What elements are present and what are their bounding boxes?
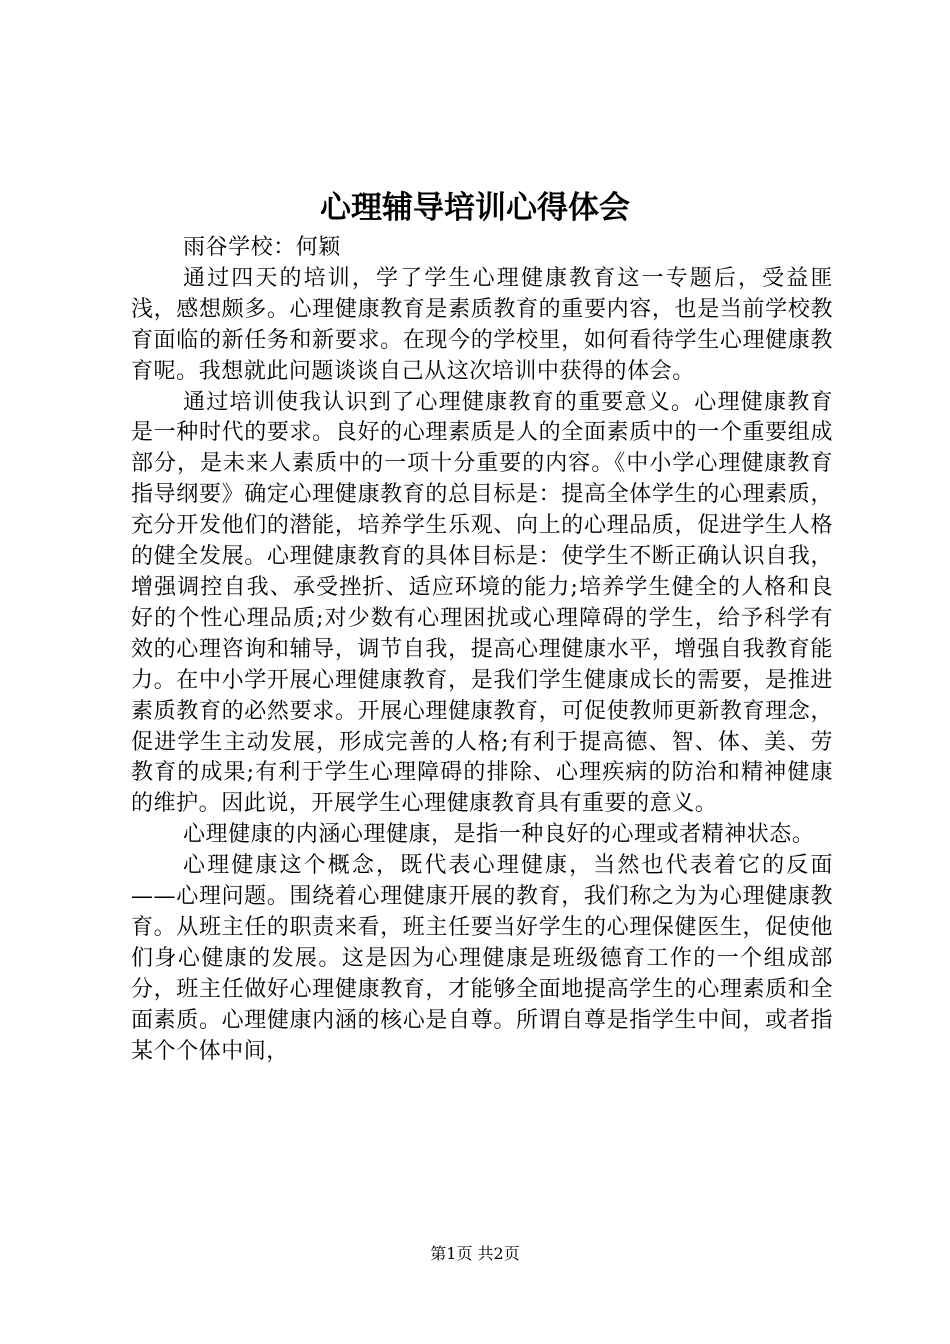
- author-line: 雨谷学校：何颖: [183, 235, 341, 260]
- document-title: 心理辅导培训心得体会: [320, 190, 630, 226]
- paragraph: 通过四天的培训，学了学生心理健康教育这一专题后，受益匪浅，感想颇多。心理健康教育是素质教育的重要内容，也是当前学校教育面临的新任务和新要求。在现今的学校里，如何看待学生心理健康教育呢。我想就此问题谈谈自己从这次培训中获得的体会。: [131, 265, 833, 384]
- page-number-footer: 第1页 共2页: [430, 1244, 520, 1263]
- paragraph: 通过培训使我认识到了心理健康教育的重要意义。心理健康教育是一种时代的要求。良好的心理素质是人的全面素质中的一个重要组成部分，是未来人素质中的一项十分重要的内容。《中小学心理健康教育指导纲要》确定心理健康教育的总目标是：提高全体学生的心理素质，充分开发他们的潜能，培养学生乐观、向上的心理品质，促进学生人格的健全发展。心理健康教育的具体目标是：使学生不断正确认识自我，增强调控自我、承受挫折、适应环境的能力;培养学生健全的人格和良好的个性心理品质;对少数有心理困扰或心理障碍的学生，给予科学有效的心理咨询和辅导，调节自我，提高心理健康水平，增强自我教育能力。在中小学开展心理健康教育，是我们学生健康成长的需要，是推进素质教育的必然要求。开展心理健康教育，可促使教师更新教育理念，促进学生主动发展，形成完善的人格;有利于提高德、智、体、美、劳教育的成果;有利于学生心理障碍的排除、心理疾病的防治和精神健康的维护。因此说，开展学生心理健康教育具有重要的意义。: [131, 389, 833, 817]
- document-body: [131, 233, 833, 1067]
- paragraph: 心理健康的内涵心理健康，是指一种良好的心理或者精神状态。: [183, 822, 815, 848]
- paragraph: 心理健康这个概念，既代表心理健康，当然也代表着它的反面——心理问题。围绕着心理健康开展的教育，我们称之为为心理健康教育。从班主任的职责来看，班主任要当好学生的心理保健医生，促使他们身心健康的发展。这是因为心理健康是班级德育工作的一个组成部分，班主任做好心理健康教育，才能够全面地提高学生的心理素质和全面素质。心理健康内涵的核心是自尊。所谓自尊是指学生中间，或者指某个个体中间，: [131, 853, 833, 1064]
